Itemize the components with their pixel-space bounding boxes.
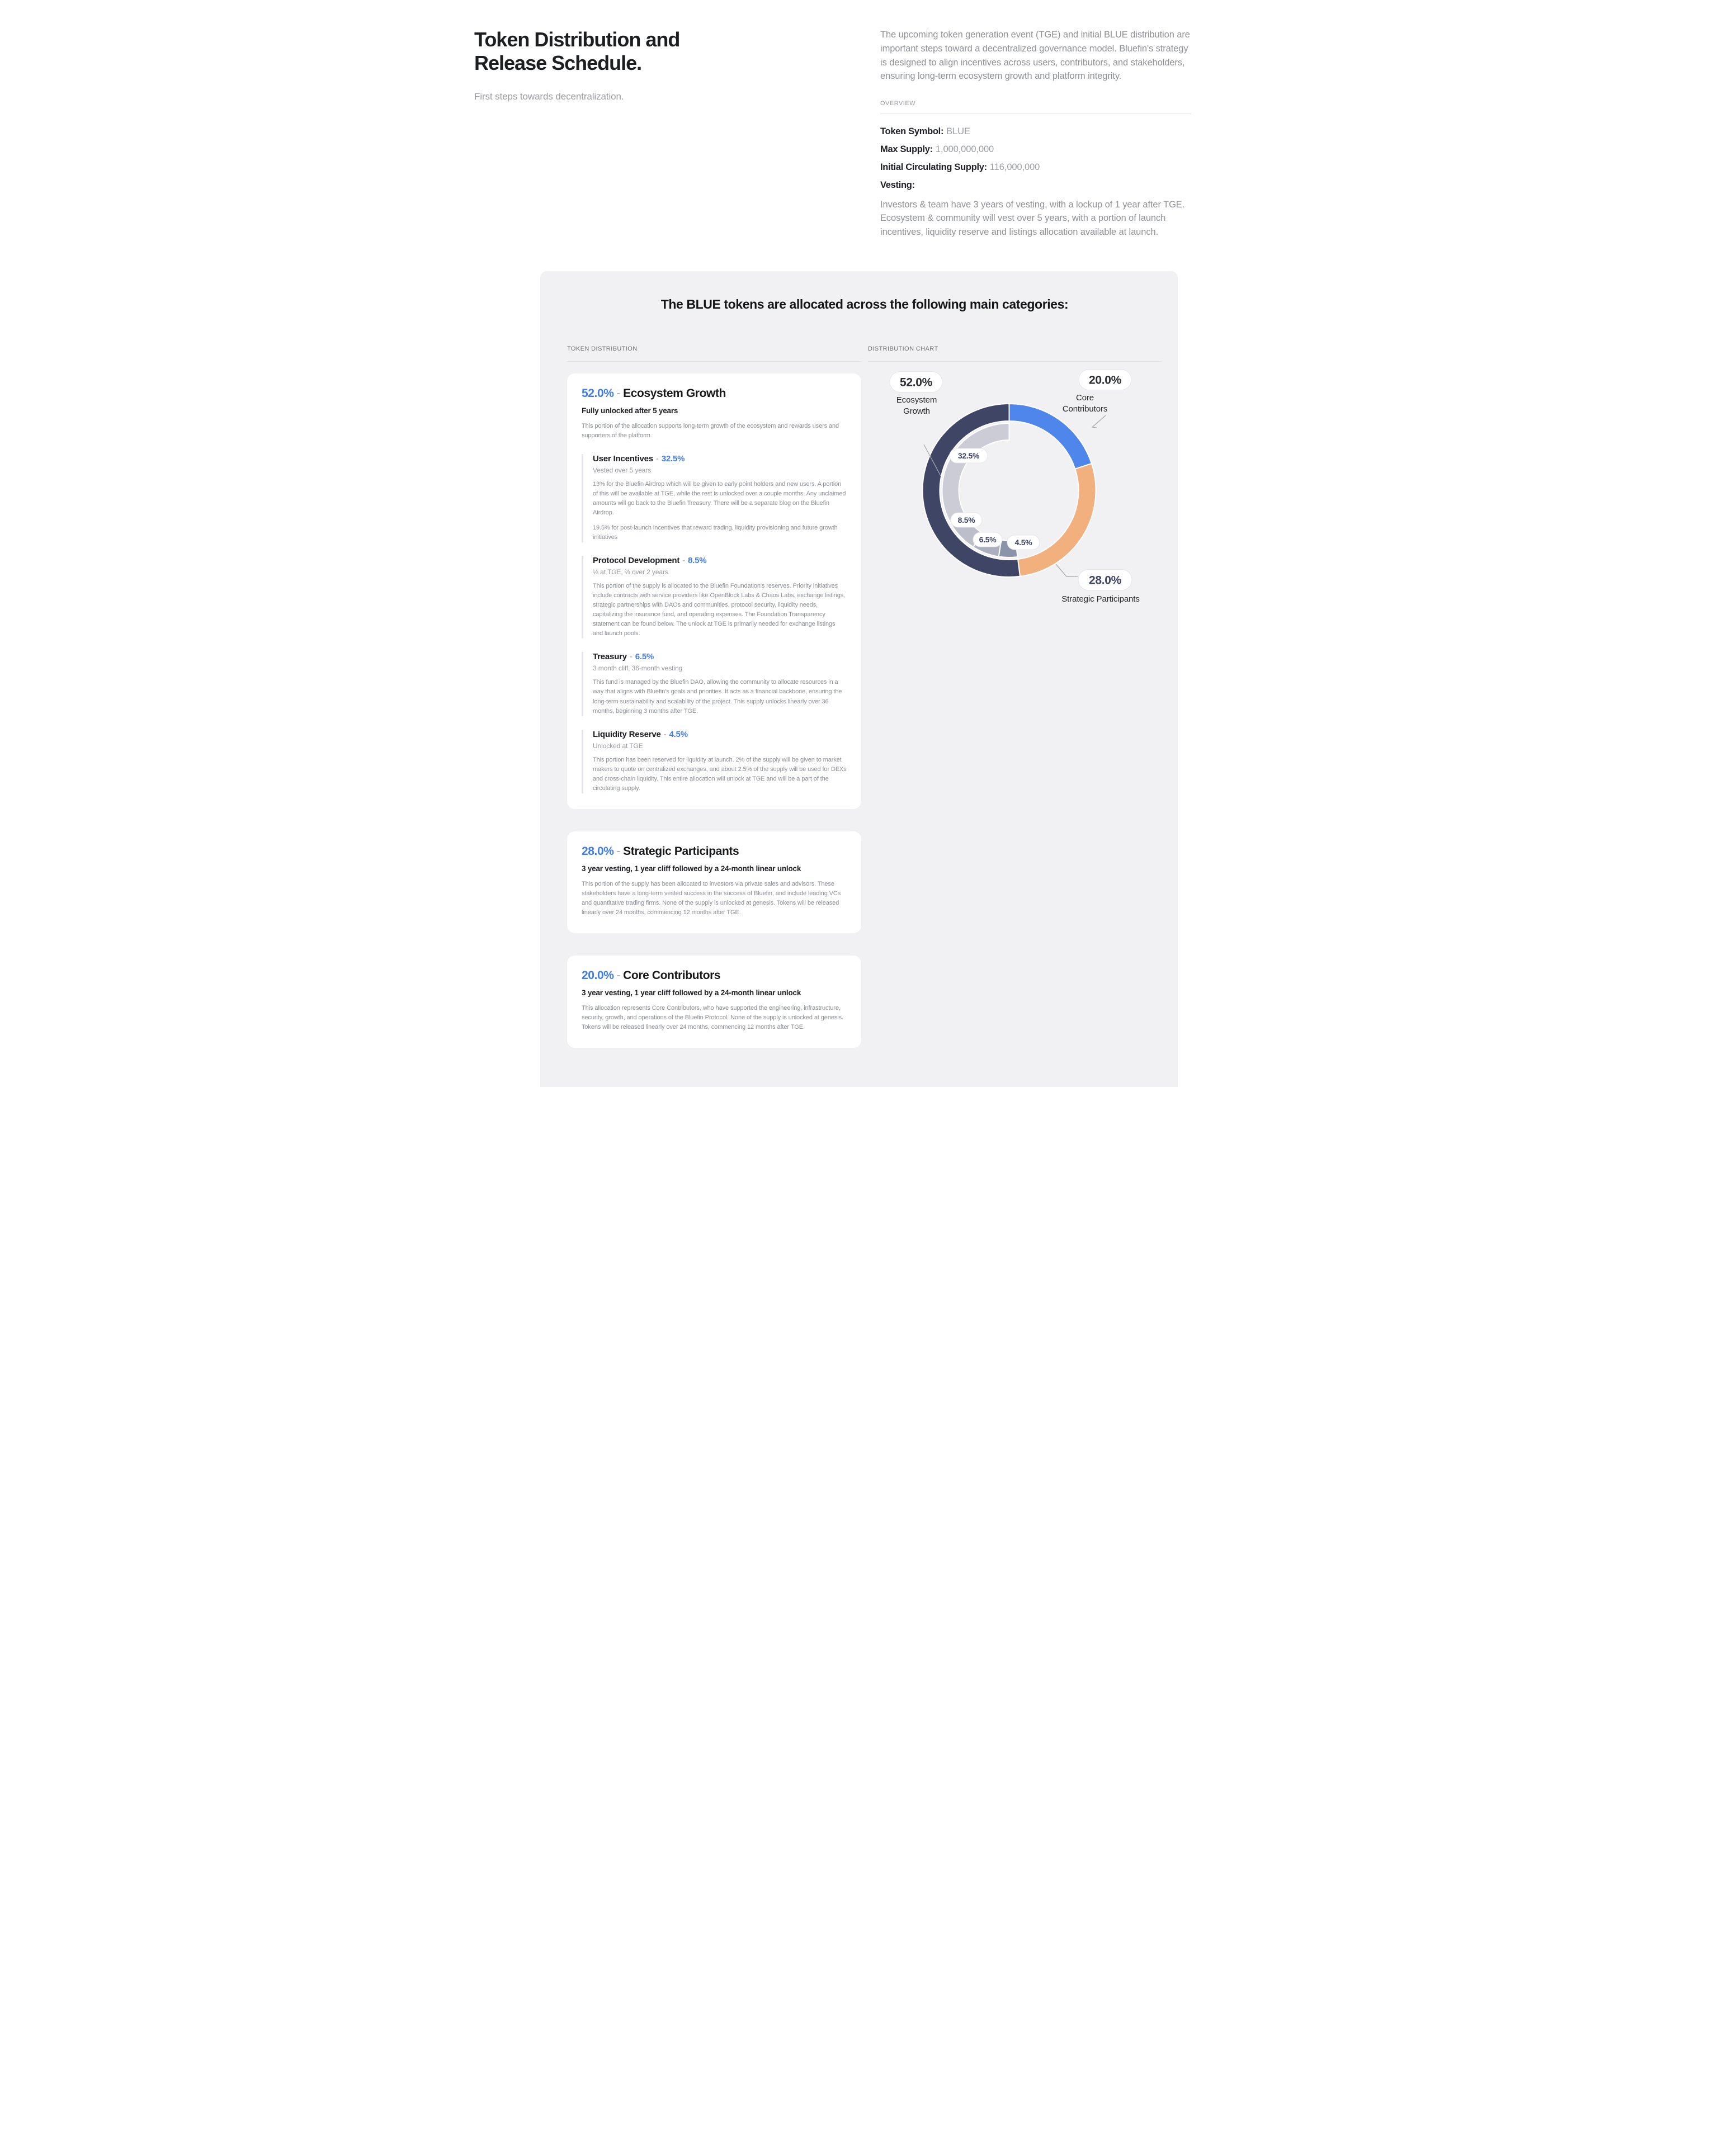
subitem-paragraph: This portion has been reserved for liquidity at launch. 2% of the supply will be given to market makers to quote on centralized exchanges, and about 2.5% of the supply will be used for DEXs and cross-chain liquidity. This entire allocation will unlock at TGE and will be a part of the circulating supply.	[593, 756, 847, 792]
subitem-description	[593, 678, 847, 716]
svg-text:20.0%: 20.0%	[1088, 373, 1122, 387]
svg-text:28.0%: 28.0%	[1088, 574, 1122, 587]
card-heading	[582, 845, 847, 858]
allocation-panel	[540, 271, 1178, 1087]
subitem-liquidity-reserve	[582, 730, 847, 793]
subitem-description	[593, 755, 847, 793]
subitem-title	[593, 454, 847, 464]
allocation-heading: The BLUE tokens are allocated across the following main categories:	[660, 296, 1069, 311]
subitem-protocol-development	[582, 556, 847, 639]
chart-pill-protocol-development	[951, 513, 982, 527]
subitem-paragraph: This portion of the supply is allocated to the Bluefin Foundation's reserves. Priority initiatives include contracts with service providers like OpenBlock Labs & Chaos Labs, exchange listings, strategic partnerships with DAOs and communities, protocol security, liquidity needs, capitalizing the insurance fund, and operating expenses. The Foundation Transparency statement can be found below. The unlock at TGE is primarily needed for exchange listings and launch pools.	[593, 583, 846, 637]
chart-caption-strategic-participants: Strategic Participants	[1061, 594, 1140, 604]
subitem-vesting: ⅓ at TGE, ⅔ over 2 years	[593, 568, 668, 576]
svg-text:32.5%: 32.5%	[957, 451, 980, 460]
overview-row-vesting	[880, 180, 1191, 191]
chart-connector	[1092, 415, 1106, 428]
distribution-chart-column	[868, 346, 1162, 1048]
subitem-user-incentives	[582, 454, 847, 542]
overview-row-value: 116,000,000	[989, 162, 1040, 172]
separator: -	[663, 729, 667, 739]
allocation-card-ecosystem-growth	[567, 373, 861, 809]
card-name: Core Contributors	[623, 968, 721, 982]
separator: -	[616, 386, 621, 400]
allocation-card-strategic-participants	[567, 831, 861, 933]
subitem-percent: 32.5%	[661, 453, 685, 464]
svg-text:52.0%: 52.0%	[899, 376, 933, 389]
chart-pill-liquidity-reserve	[1007, 535, 1040, 550]
chart-caption-ecosystem-growth: Ecosystem Growth	[896, 395, 937, 416]
distribution-chart	[868, 362, 1162, 625]
chart-pill-treasury	[973, 532, 1002, 547]
card-vesting: 3 year vesting, 1 year cliff followed by a 24-month linear unlock	[582, 864, 801, 873]
subitem-paragraph: This fund is managed by the Bluefin DAO, allowing the community to allocate resources in a way that aligns with Bluefin's goals and priorities. It acts as a financial backbone, ensuring the long-term sustainability and scalability of the project. This supply unlocks linearly over 36 months, beginning 3 months after TGE.	[593, 679, 842, 715]
chart-pill-ecosystem-growth	[890, 371, 942, 392]
overview-row-value: 1,000,000,000	[935, 144, 994, 154]
subitem-vesting: Unlocked at TGE	[593, 741, 643, 750]
card-heading	[582, 969, 847, 982]
overview-row-label: Vesting:	[880, 180, 915, 190]
separator: -	[616, 968, 621, 982]
card-percent: 28.0%	[582, 844, 614, 858]
card-heading	[582, 387, 847, 400]
chart-caption-core-contributors: Core Contributors	[1062, 393, 1108, 414]
page-header	[430, 0, 1288, 239]
card-name: Ecosystem Growth	[623, 386, 726, 400]
subitem-title	[593, 556, 847, 565]
svg-text:4.5%: 4.5%	[1014, 537, 1032, 547]
subitem-description	[593, 480, 847, 542]
separator: -	[682, 556, 685, 566]
overview-row-value: BLUE	[946, 126, 970, 136]
chart-pill-strategic-participants	[1078, 569, 1132, 590]
subitem-treasury	[582, 652, 847, 716]
token-distribution-label: TOKEN DISTRIBUTION	[567, 345, 638, 352]
subitem-name: Liquidity Reserve	[593, 729, 661, 739]
overview-row-token-symbol	[880, 126, 1191, 137]
svg-text:8.5%: 8.5%	[957, 515, 975, 524]
chart-connector	[1056, 564, 1078, 576]
subitem-percent: 6.5%	[635, 652, 654, 662]
page-title: Token Distribution and Release Schedule.	[474, 28, 680, 75]
overview-row-max-supply	[880, 144, 1191, 155]
subitem-percent: 8.5%	[688, 556, 707, 566]
overview-row-initial-circulating-supply	[880, 162, 1191, 173]
subitem-percent: 4.5%	[669, 729, 688, 739]
allocation-card-core-contributors	[567, 956, 861, 1048]
separator: -	[629, 652, 633, 662]
distribution-chart-label: DISTRIBUTION CHART	[868, 345, 938, 352]
subitem-paragraph: 13% for the Bluefin Airdrop which will be given to early point holders and new users. A portion of this will be available at TGE, while the rest is unlocked over a couple months. Any unclaimed amounts will go back to the Bluefin Treasury. There will be a separate blog on the Bluefin Airdrop.	[593, 480, 846, 516]
subitem-name: Treasury	[593, 652, 627, 662]
distribution-donut-chart	[868, 362, 1162, 625]
column-divider	[567, 361, 861, 362]
chart-pill-user-incentives	[950, 448, 988, 463]
overview-rows	[880, 126, 1191, 191]
subitem-name: Protocol Development	[593, 556, 680, 566]
subitem-title	[593, 730, 847, 739]
subitem-paragraph: 19.5% for post-launch incentives that reward trading, liquidity provisioning and future growth initiatives	[593, 524, 838, 541]
card-vesting: Fully unlocked after 5 years	[582, 406, 678, 415]
overview-row-label: Max Supply:	[880, 144, 933, 154]
chart-pill-core-contributors	[1079, 369, 1131, 390]
subitem-name: User Incentives	[593, 453, 653, 464]
card-percent: 20.0%	[582, 968, 614, 982]
card-description: This allocation represents Core Contributors, who have supported the engineering, infrastructure, security, growth, and operations of the Bluefin Protocol. None of the supply is unlocked at genesis. Tokens will be released linearly over 24 months, commencing 12 months after TGE.	[582, 1004, 843, 1031]
separator: -	[655, 453, 659, 464]
overview-label: OVERVIEW	[880, 100, 916, 107]
subitem-vesting: 3 month cliff, 36-month vesting	[593, 664, 683, 673]
overview-row-label: Initial Circulating Supply:	[880, 162, 987, 172]
token-distribution-column	[567, 346, 861, 1048]
overview-row-label: Token Symbol:	[880, 126, 944, 136]
subitem-title	[593, 652, 847, 661]
card-percent: 52.0%	[582, 386, 614, 400]
donut-segment-strategic-participants	[1018, 464, 1096, 576]
page-subtitle: First steps towards decentralization.	[474, 91, 624, 102]
separator: -	[616, 844, 621, 858]
card-description: This portion of the allocation supports long-term growth of the ecosystem and rewards users and supporters of the platform.	[582, 422, 839, 439]
card-description: This portion of the supply has been allocated to investors via private sales and advisors. These stakeholders have a long-term vested success in the success of Bluefin, and include leading VCs and quantitative trading firms. None of the supply is unlocked at genesis. Tokens will be released linearly over 24 months, commencing 12 months after TGE.	[582, 880, 841, 916]
card-name: Strategic Participants	[623, 844, 739, 858]
subitem-vesting: Vested over 5 years	[593, 466, 652, 474]
intro-paragraph: The upcoming token generation event (TGE) and initial BLUE distribution are important steps toward a decentralized governance model. Bluefin's strategy is designed to align incentives across users, contributors, and stakeholders, ensuring long-term ecosystem growth and platform integrity.	[880, 30, 1190, 82]
svg-text:6.5%: 6.5%	[979, 535, 997, 544]
vesting-note: Investors & team have 3 years of vesting, with a lockup of 1 year after TGE. Ecosystem & community will vest over 5 years, with a portion of launch incentives, liquidity reserve and listings allocation available at launch.	[880, 200, 1185, 237]
subitem-description	[593, 581, 847, 639]
card-vesting: 3 year vesting, 1 year cliff followed by a 24-month linear unlock	[582, 988, 801, 997]
